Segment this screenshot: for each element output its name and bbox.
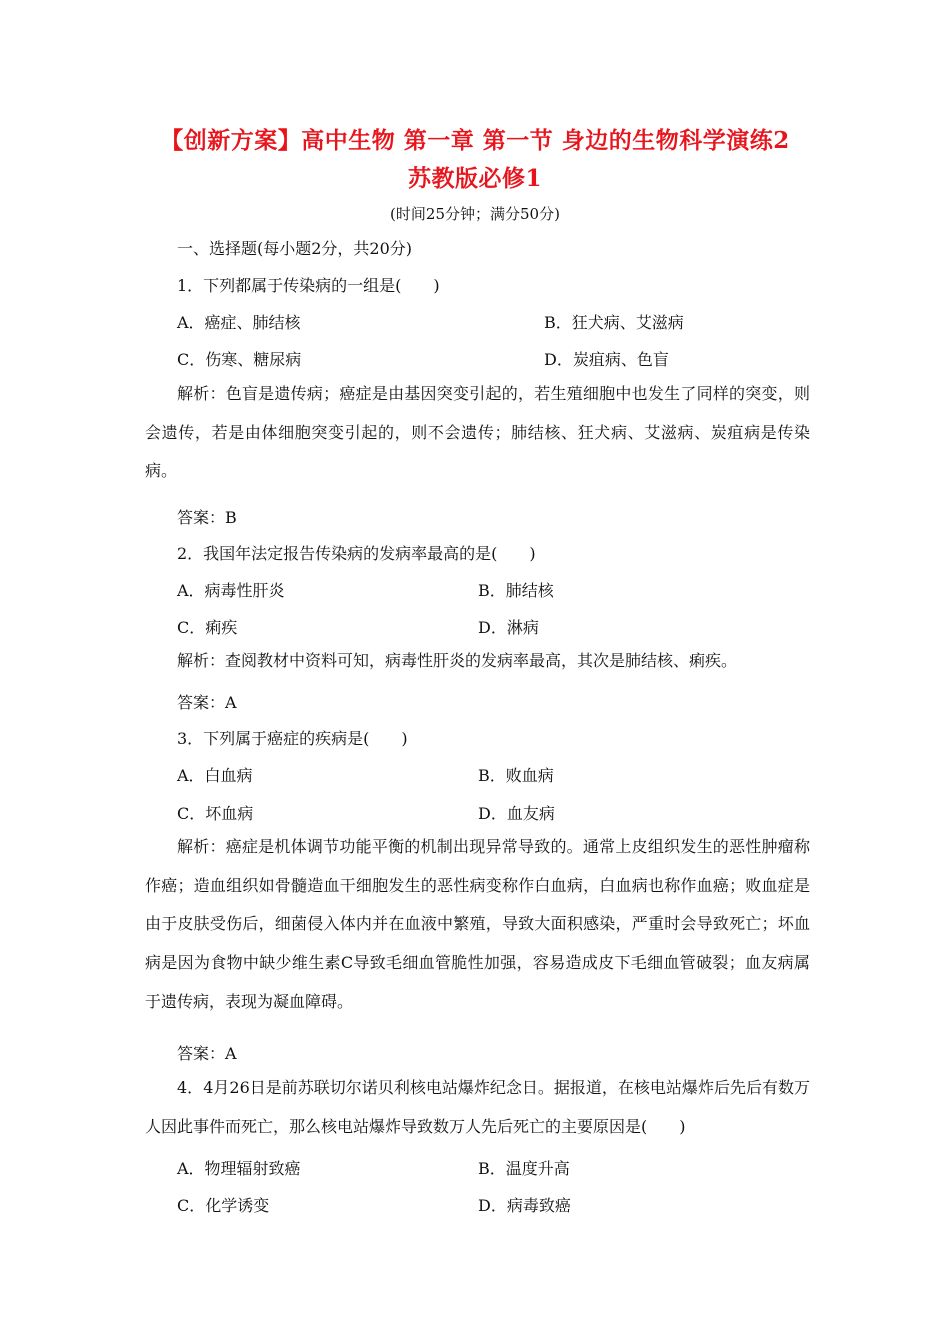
question-3-option-c: C．坏血病 xyxy=(177,804,254,823)
question-2-stem: 2．我国年法定报告传染病的发病率最高的是( ) xyxy=(177,544,536,563)
question-3-stem: 3．下列属于癌症的疾病是( ) xyxy=(177,729,408,748)
question-3-answer: 答案：A xyxy=(177,1044,237,1063)
section-heading: 一、选择题(每小题2分，共20分) xyxy=(177,239,413,258)
question-3-option-a: A．白血病 xyxy=(177,766,253,785)
time-note: (时间25分钟；满分50分) xyxy=(390,205,560,223)
question-4-option-c: C．化学诱变 xyxy=(177,1196,270,1215)
question-1-option-a: A．癌症、肺结核 xyxy=(177,313,301,332)
question-1-analysis: 解析：色盲是遗传病；癌症是由基因突变引起的，若生殖细胞中也发生了同样的突变，则会遗传，若是由体细胞突变引起的，则不会遗传；肺结核、狂犬病、艾滋病、炭疽病是传染病。 xyxy=(145,384,810,481)
question-2-option-a: A．病毒性肝炎 xyxy=(177,581,285,600)
document-title-line-1: 【创新方案】高中生物 第一章 第一节 身边的生物科学演练2 xyxy=(160,127,790,154)
question-2-analysis: 解析：查阅教材中资料可知，病毒性肝炎的发病率最高，其次是肺结核、痢疾。 xyxy=(177,651,738,670)
question-2-option-c: C．痢疾 xyxy=(177,618,238,637)
question-3-option-b: B．败血病 xyxy=(478,766,554,785)
document-title-line-2: 苏教版必修1 xyxy=(407,165,542,192)
question-1-answer: 答案：B xyxy=(177,508,237,527)
question-2-option-d: D．淋病 xyxy=(478,618,539,637)
question-1-stem: 1．下列都属于传染病的一组是( ) xyxy=(177,276,440,295)
question-4-option-a: A．物理辐射致癌 xyxy=(177,1159,301,1178)
question-2-option-b: B．肺结核 xyxy=(478,581,554,600)
question-1-option-d: D．炭疽病、色盲 xyxy=(544,350,669,369)
question-1-option-b: B．狂犬病、艾滋病 xyxy=(544,313,684,332)
question-4-stem: 4．4月26日是前苏联切尔诺贝利核电站爆炸纪念日。据报道，在核电站爆炸后先后有数万人因此事件而死亡，那么核电站爆炸导致数万人先后死亡的主要原因是( ) xyxy=(145,1078,810,1136)
question-3-option-d: D．血友病 xyxy=(478,804,555,823)
question-2-answer: 答案：A xyxy=(177,693,237,712)
question-1-option-c: C．伤寒、糖尿病 xyxy=(177,350,302,369)
question-4-option-b: B．温度升高 xyxy=(478,1159,570,1178)
question-3-analysis: 解析：癌症是机体调节功能平衡的机制出现异常导致的。通常上皮组织发生的恶性肿瘤称作癌；造血组织如骨髓造血干细胞发生的恶性病变称作白血病，白血病也称作血癌；败血症是由于皮肤受伤后，细菌侵入体内并在血液中繁殖，导致大面积感染，严重时会导致死亡；坏血病是因为食物中缺少维生素C导致毛细血管脆性加强，容易造成皮下毛细血管破裂；血友病属于遗传病，表现为凝血障碍。 xyxy=(145,837,810,1011)
question-4-option-d: D．病毒致癌 xyxy=(478,1196,571,1215)
